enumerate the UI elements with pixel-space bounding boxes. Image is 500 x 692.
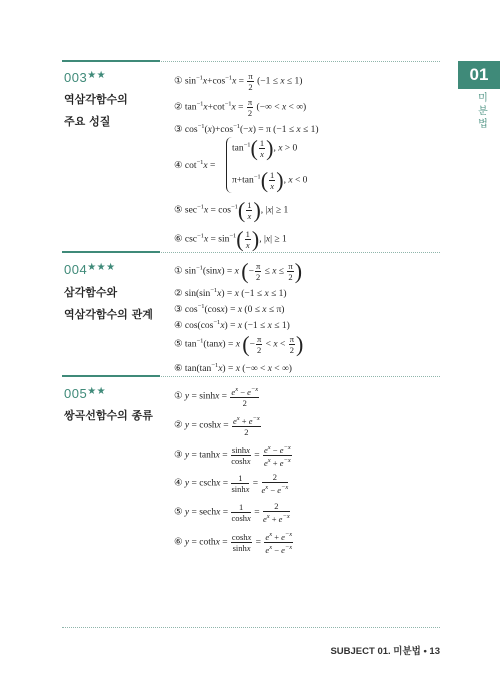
section-bar (62, 375, 160, 377)
formula: ② y = coshx = $\frac{e^x + e^{-x}}{2}$ (174, 415, 260, 437)
formula: ⑥ y = cothx = $\frac{\cosh x}{\sinh x}$ = $\frac{e^x + e^{-x}}{e^x - e^{-x}}$ (174, 531, 293, 555)
section-title: 삼각함수와 역삼각함수의 관계 (64, 286, 153, 321)
section-title: 역삼각함수의 주요 성질 (64, 93, 128, 128)
formula: ② $\sin(\sin^{-1}x) = x$ (−1 ≤ x ≤ 1) (174, 287, 287, 300)
section-bar (62, 251, 160, 253)
chapter-tab (458, 61, 500, 89)
formula: ④ y = cschx = $\frac{1}{\sinh x}$ = $\frac{2}{e^x - e^{-x}}$ (174, 472, 289, 495)
formula: ① $\sin^{-1}x+\cos^{-1}x$ = $\frac{\pi}{2}$ (−1 ≤ x ≤ 1) (174, 71, 303, 92)
formula: ⑤ $\sec^{-1}x = \cos^{-1}$( $\frac{1}{x}$ ), |x| ≥ 1 (174, 197, 289, 223)
formula: ③ $\cos^{-1}(x)+\cos^{-1}(-x) = \pi$ (−1 ≤ x ≤ 1) (174, 123, 319, 136)
formula: ⑤ $\tan^{-1}(\tan x) = x$ (− $\frac{\pi}{2}$ < x < $\frac{\pi}{2}$ ) (174, 331, 304, 357)
formula: ⑤ y = sechx = $\frac{1}{\cosh x}$ = $\frac{2}{e^x + e^{-x}}$ (174, 501, 290, 524)
formula: ⑥ $\tan(\tan^{-1}x) = x$ (−∞ < x < ∞) (174, 362, 292, 375)
formula: ⑥ $\csc^{-1}x = \sin^{-1}$( $\frac{1}{x}$ ), |x| ≥ 1 (174, 226, 287, 252)
section-title: 쌍곡선함수의 종류 (64, 409, 153, 422)
chapter-number: 01 (469, 65, 489, 84)
formula: ② $\tan^{-1}x+\cot^{-1}x$ = $\frac{\pi}{2}$ (−∞ < x < ∞) (174, 97, 307, 118)
formula: ① y = sinhx = $\frac{e^x - e^{-x}}{2}$ (174, 386, 259, 408)
page-footer: SUBJECT 01. 미분법 • 13 (330, 646, 440, 657)
section-number: 004★★★ (64, 262, 116, 277)
formula: ③ $\cos^{-1}(\cos x) = x$ (0 ≤ x ≤ π) (174, 303, 285, 316)
section-bar (62, 60, 160, 62)
footer-divider (62, 627, 440, 628)
formula: ③ y = tanhx = $\frac{\sinh x}{\cosh x}$ = $\frac{e^x - e^{-x}}{e^x + e^{-x}}$ (174, 444, 291, 468)
formula: ① $\sin^{-1}(\sin x) = x$ (− $\frac{\pi}{2}$ ≤ x ≤ $\frac{\pi}{2}$ ) (174, 258, 303, 284)
section-number: 003★★ (64, 70, 107, 85)
chapter-label: 미 분 법 (478, 93, 488, 130)
section-number: 005★★ (64, 386, 107, 401)
formula: ④ $\cos(\cos^{-1}x) = x$ (−1 ≤ x ≤ 1) (174, 319, 290, 332)
